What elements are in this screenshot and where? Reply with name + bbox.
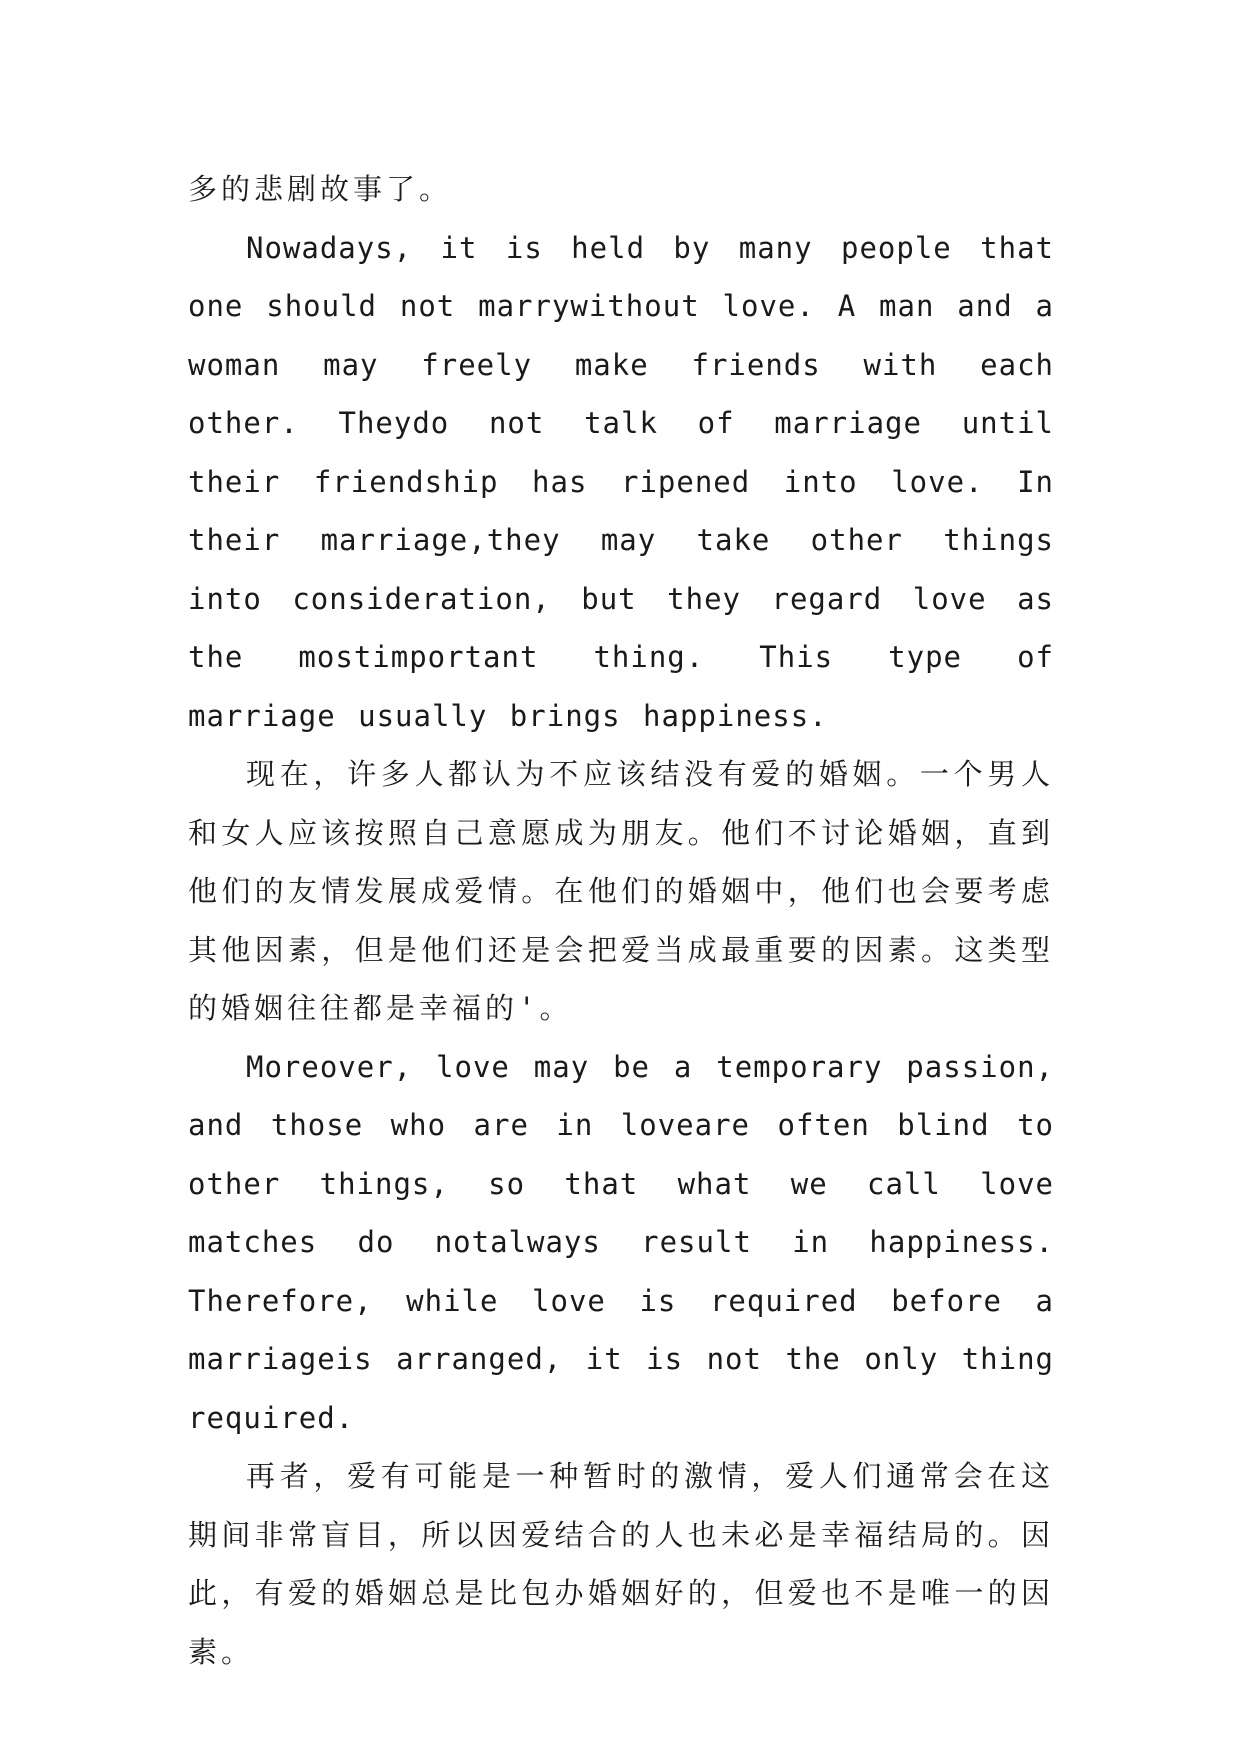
paragraph-moreover-en: Moreover, love may be a temporary passion, and those who are in loveare often blind to other things, so that what we call love matches do notalways result in happiness. Therefore, while love is required before a marriageis arranged, it is not the only thing required. <box>188 1049 1054 1435</box>
body-text <box>188 160 1054 1681</box>
paragraph-moreover-zh: 再者，爱有可能是一种暂时的激情，爱人们通常会在这期间非常盲目，所以因爱结合的人也未必是幸福结局的。因此，有爱的婚姻总是比包办婚姻好的，但爱也不是唯一的因素。 <box>188 1459 1054 1669</box>
paragraph-continuation-zh: 多的悲剧故事了。 <box>188 172 453 206</box>
paragraph-nowadays-en: Nowadays, it is held by many people that one should not marrywithout love. A man and a woman may freely make friends with each other. Theydo not talk of marriage until their friendship has ripened into love. In their marriage,they may take other things into consideration, but they regard love as the mostimportant thing. This type of marriage usually brings happiness. <box>188 230 1054 733</box>
paragraph-nowadays-zh: 现在，许多人都认为不应该结没有爱的婚姻。一个男人和女人应该按照自己意愿成为朋友。他们不讨论婚姻，直到他们的友情发展成爱情。在他们的婚姻中，他们也会要考虑其他因素，但是他们还是会把爱当成最重要的因素。这类型的婚姻往往都是幸福的'。 <box>188 757 1054 1025</box>
